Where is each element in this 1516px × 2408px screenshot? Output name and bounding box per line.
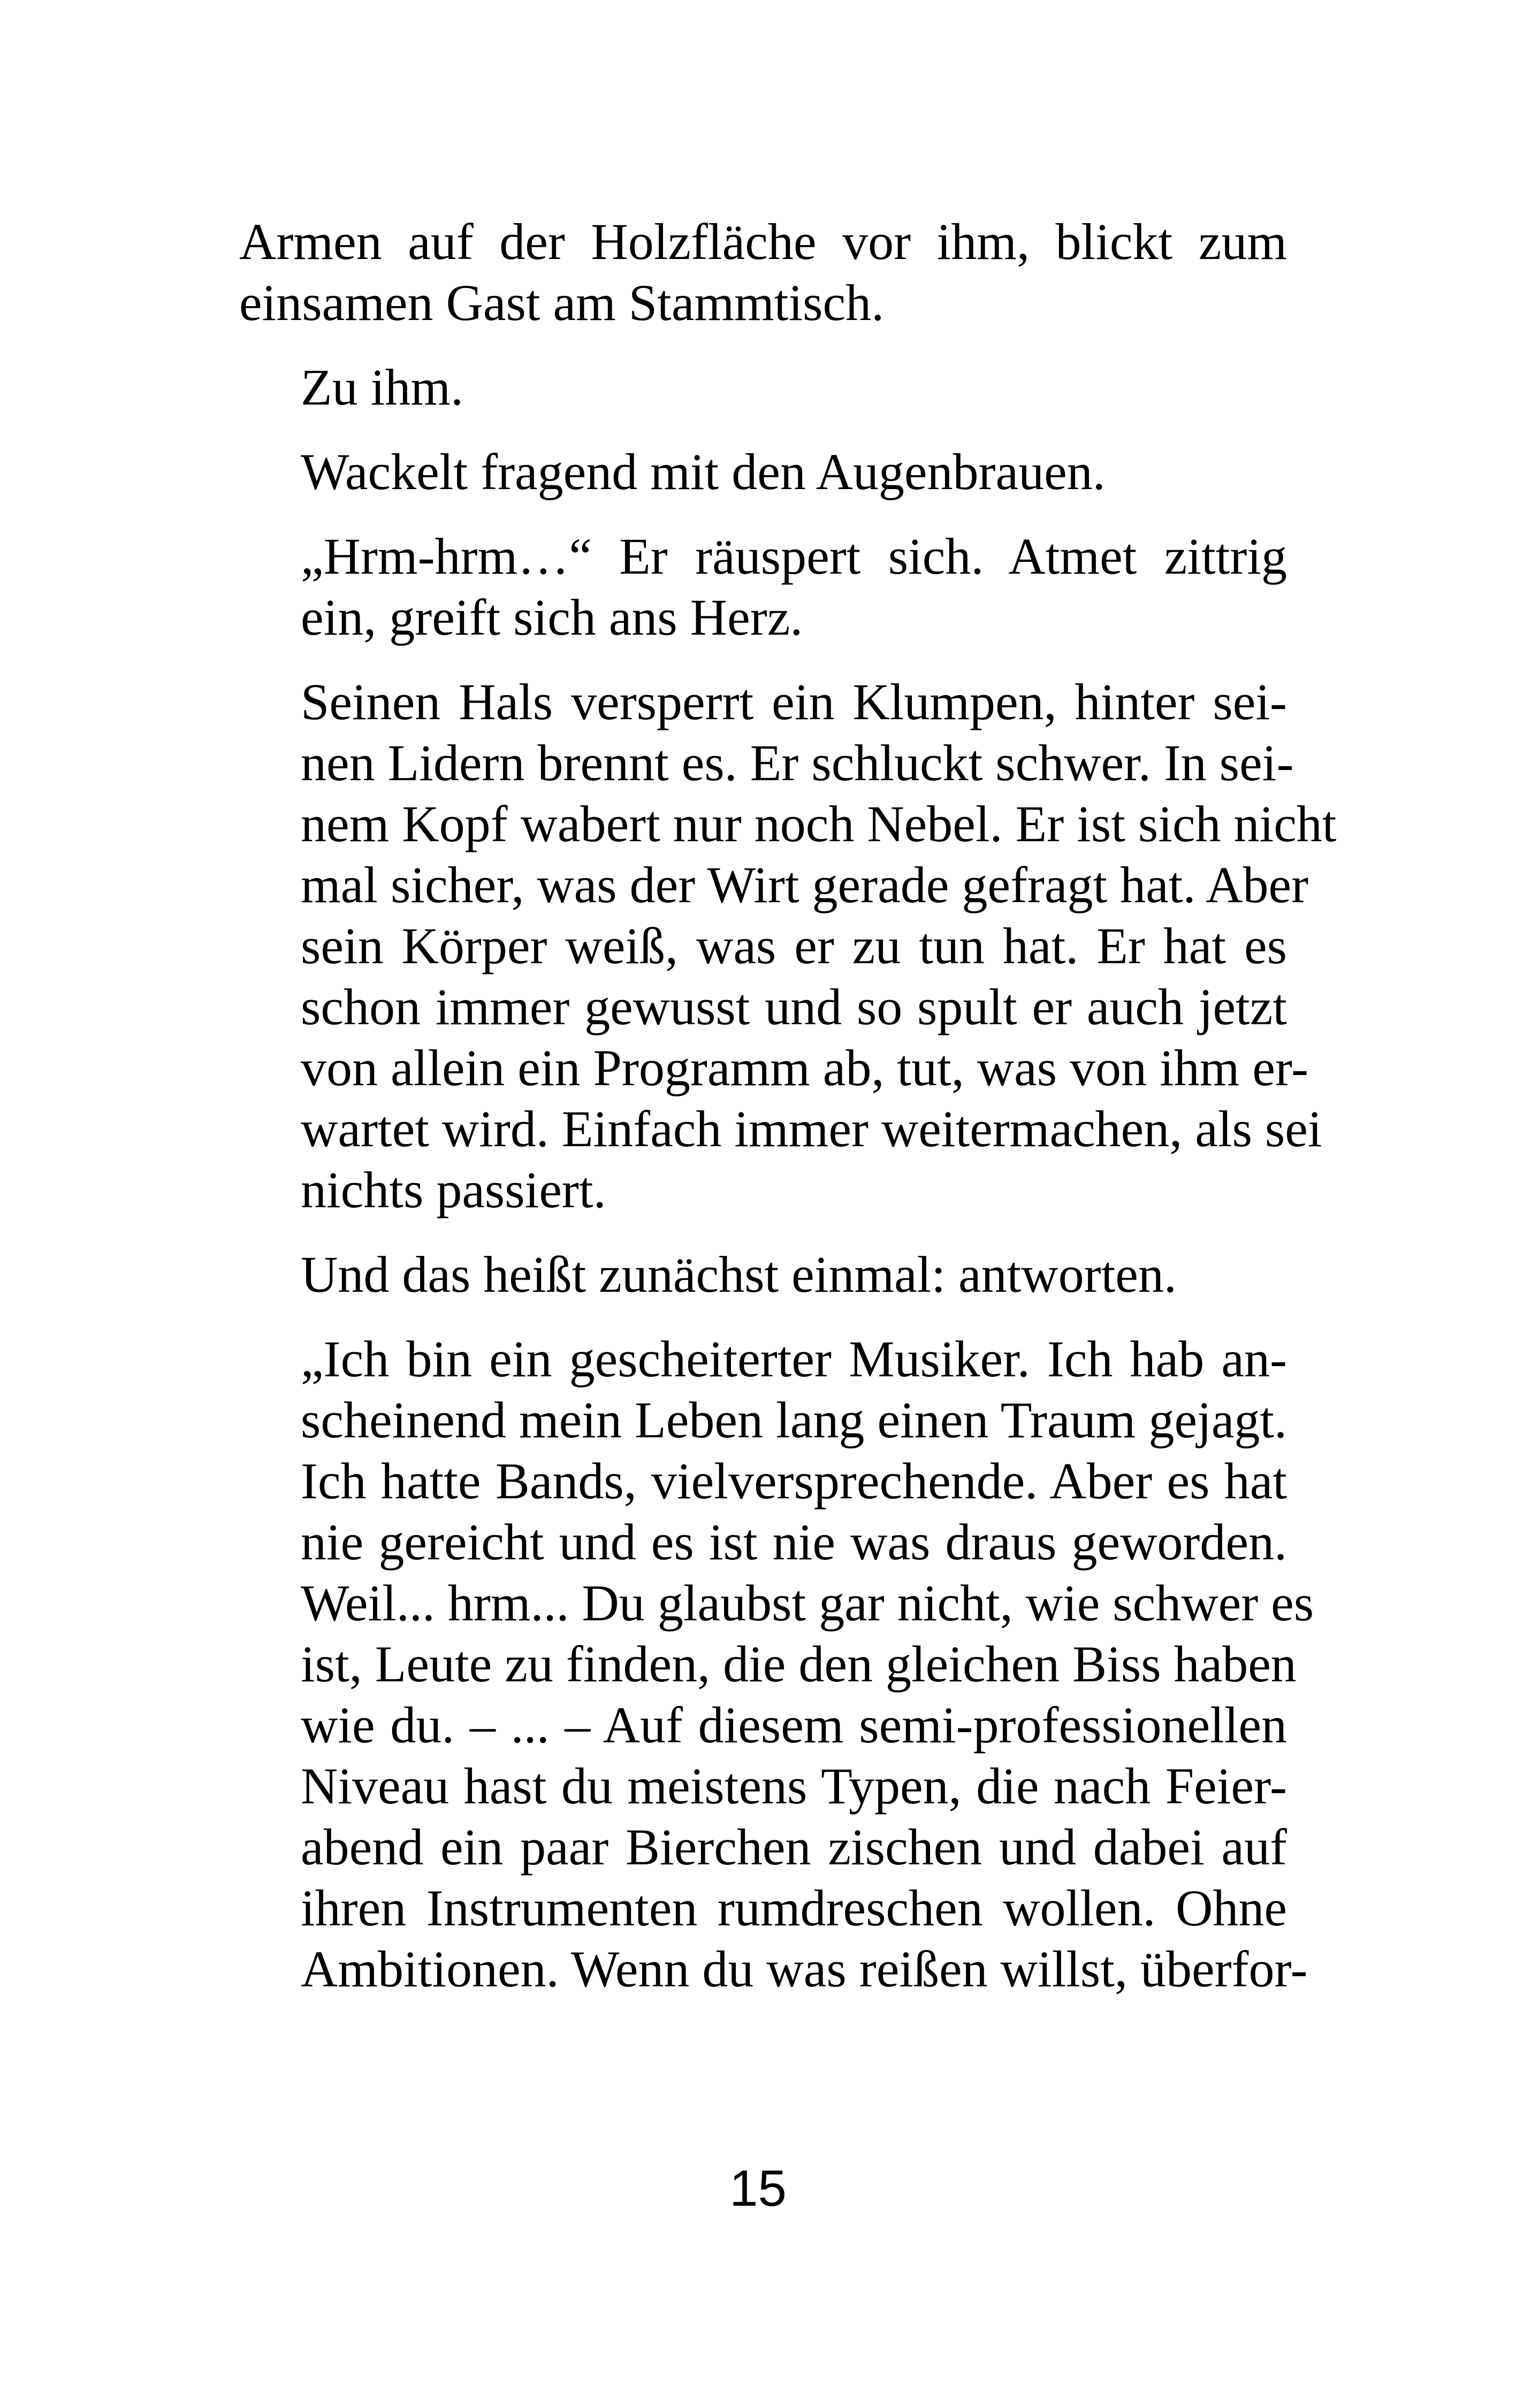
text-line: ist, Leute zu finden, die den gleichen Biss haben xyxy=(301,1635,1297,1693)
text-line: ein, greift sich ans Herz. xyxy=(301,589,803,646)
text-line: wartet wird. Einfach immer weitermachen, als sei xyxy=(301,1100,1322,1157)
text-line: nen Lidern brennt es. Er schluckt schwer. In sei- xyxy=(301,734,1294,791)
text-line: abend ein paar Bierchen zischen und dabei auf xyxy=(301,1818,1287,1876)
page-number: 15 xyxy=(729,2160,787,2217)
text-line: Ich hatte Bands, vielversprechende. Aber es hat xyxy=(301,1452,1287,1510)
text-line: Wackelt fragend mit den Augenbrauen. xyxy=(301,443,1106,500)
paragraph xyxy=(239,1244,1287,1305)
paragraph xyxy=(239,672,1337,1221)
text-line: scheinend mein Leben lang einen Traum gejagt. xyxy=(301,1391,1287,1449)
text-line: Niveau hast du meistens Typen, die nach Feier- xyxy=(301,1757,1287,1815)
text-line: sein Körper weiß, was er zu tun hat. Er hat es xyxy=(301,917,1287,974)
text-line: schon immer gewusst und so spult er auch jetzt xyxy=(301,978,1287,1035)
text-line: ihren Instrumenten rumdreschen wollen. Ohne xyxy=(301,1879,1287,1937)
paragraph xyxy=(239,526,1287,648)
body-text xyxy=(239,211,1337,2023)
text-line: Armen auf der Holzfläche vor ihm, blickt zum xyxy=(239,213,1287,270)
text-line: Seinen Hals versperrt ein Klumpen, hinter sei- xyxy=(301,673,1287,730)
text-line: von allein ein Programm ab, tut, was von ihm er- xyxy=(301,1039,1309,1096)
text-line: „Hrm-hrm…“ Er räuspert sich. Atmet zittrig xyxy=(301,528,1287,585)
text-line: „Ich bin ein gescheiterter Musiker. Ich hab an- xyxy=(301,1330,1287,1388)
text-line: mal sicher, was der Wirt gerade gefragt hat. Aber xyxy=(301,856,1309,913)
text-line: Und das heißt zunächst einmal: antworten. xyxy=(301,1246,1177,1303)
text-line: nichts passiert. xyxy=(301,1161,606,1218)
text-line: nem Kopf wabert nur noch Nebel. Er ist sich nicht xyxy=(301,795,1337,852)
paragraph xyxy=(239,1329,1314,2000)
paragraph xyxy=(239,441,1287,502)
text-line: nie gereicht und es ist nie was draus geworden. xyxy=(301,1513,1287,1571)
text-line: einsamen Gast am Stammtisch. xyxy=(239,274,885,331)
text-line: wie du. – ... – Auf diesem semi-professionellen xyxy=(301,1696,1287,1754)
text-line: Zu ihm. xyxy=(301,359,463,416)
text-line: Weil... hrm... Du glaubst gar nicht, wie schwer es xyxy=(301,1574,1314,1632)
text-line: Ambitionen. Wenn du was reißen willst, überfor- xyxy=(301,1940,1308,1998)
paragraph xyxy=(239,211,1287,333)
paragraph xyxy=(239,357,1287,418)
